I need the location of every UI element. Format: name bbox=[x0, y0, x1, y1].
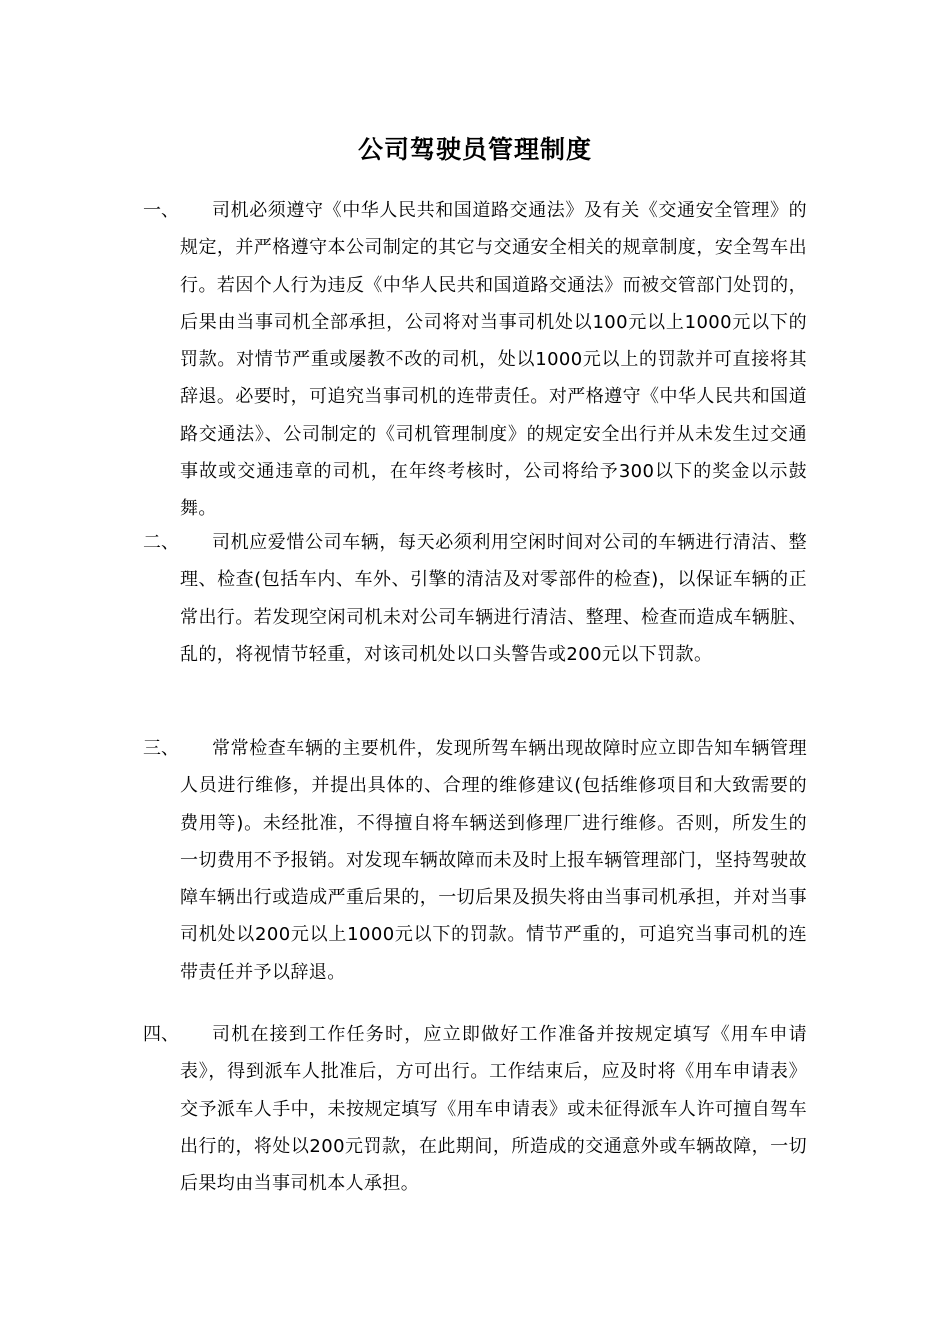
document-title: 公司驾驶员管理制度 bbox=[357, 135, 592, 164]
clause-number: 四、 bbox=[143, 1024, 179, 1045]
clause-text: 常常检查车辆的主要机件，发现所驾车辆出现故障时应立即告知车辆管理人员进行维修，并提出具体的、合理的维修建议(包括维修项目和大致需要的费用等)。未经批准，不得擅自将车辆送到修理厂进行维修。否则，所发生的一切费用不予报销。对发现车辆故障而未及时上报车辆管理部门，坚持驾驶故障车辆出行或造成严重后果的，一切后果及损失将由当事司机承担，并对当事司机处以200元以上1000元以下的罚款。情节严重的，可追究当事司机的连带责任并予以辞退。 bbox=[180, 738, 807, 983]
clause-text: 司机必须遵守《中华人民共和国道路交通法》及有关《交通安全管理》的规定，并严格遵守本公司制定的其它与交通安全相关的规章制度，安全驾车出行。若因个人行为违反《中华人民共和国道路交通法》而被交管部门处罚的，后果由当事司机全部承担，公司将对当事司机处以100元以上1000元以下的罚款。对情节严重或屡教不改的司机，处以1000元以上的罚款并可直接将其辞退。必要时，可追究当事司机的连带责任。对严格遵守《中华人民共和国道路交通法》、公司制定的《司机管理制度》的规定安全出行并从未发生过交通事故或交通违章的司机，在年终考核时，公司将给予300以下的奖金以示鼓舞。 bbox=[180, 200, 807, 520]
clause-text: 司机在接到工作任务时，应立即做好工作准备并按规定填写《用车申请表》，得到派车人批准后，方可出行。工作结束后，应及时将《用车申请表》交予派车人手中，未按规定填写《用车申请表》或未征得派车人许可擅自驾车出行的，将处以200元罚款，在此期间，所造成的交通意外或车辆故障，一切后果均由当事司机本人承担。 bbox=[180, 1024, 807, 1195]
clause-text: 司机应爱惜公司车辆，每天必须利用空闲时间对公司的车辆进行清洁、整理、检查(包括车内、车外、引擎的清洁及对零部件的检查)，以保证车辆的正常出行。若发现空闲司机未对公司车辆进行清洁、整理、检查而造成车辆脏、乱的，将视情节轻重，对该司机处以口头警告或200元以下罚款。 bbox=[180, 532, 807, 665]
clause-number: 二、 bbox=[143, 532, 179, 553]
clause-number: 三、 bbox=[143, 738, 179, 759]
clause-number: 一、 bbox=[143, 200, 179, 221]
